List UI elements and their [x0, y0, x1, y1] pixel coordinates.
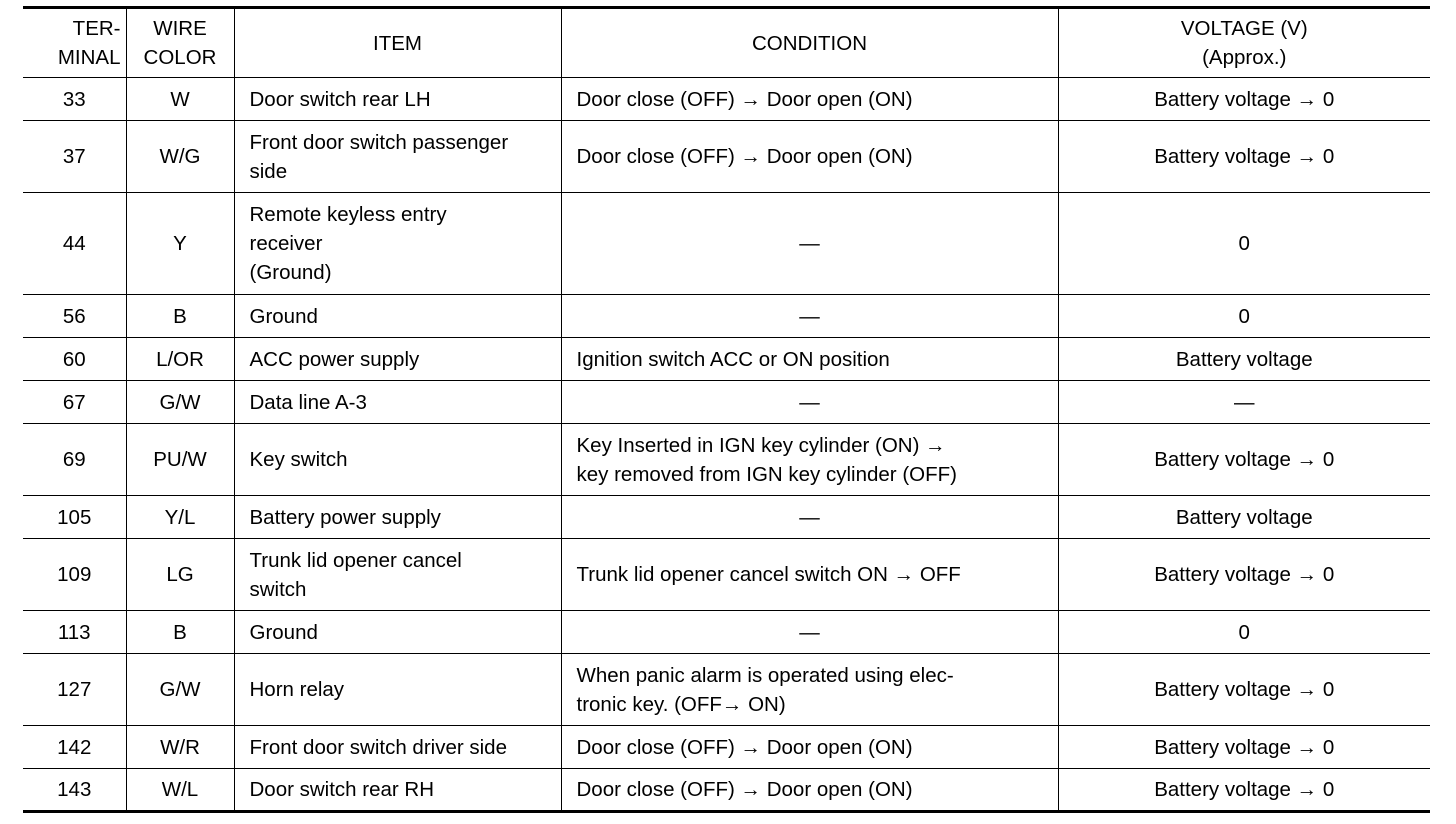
table-row: [23, 381, 1430, 424]
voltage-cell: Battery voltage: [1058, 496, 1430, 539]
item-cell: Door switch rear LH: [234, 78, 561, 121]
condition-cell: —: [561, 295, 1058, 338]
terminal-cell: 109: [23, 539, 126, 611]
terminal-cell: 56: [23, 295, 126, 338]
table-row: [23, 611, 1430, 654]
terminal-cell: 105: [23, 496, 126, 539]
condition-cell: —: [561, 496, 1058, 539]
table-row: [23, 338, 1430, 381]
item-cell: Data line A-3: [234, 381, 561, 424]
header-condition: CONDITION: [561, 8, 1058, 78]
terminal-cell: 44: [23, 193, 126, 295]
terminal-table-sheet: [23, 6, 1430, 813]
terminal-cell: 143: [23, 769, 126, 812]
item-cell: Door switch rear RH: [234, 769, 561, 812]
voltage-cell: —: [1058, 381, 1430, 424]
item-cell: Ground: [234, 295, 561, 338]
voltage-cell: Battery voltage → 0: [1058, 769, 1430, 812]
voltage-cell: Battery voltage → 0: [1058, 78, 1430, 121]
terminal-cell: 33: [23, 78, 126, 121]
item-cell: Ground: [234, 611, 561, 654]
condition-cell: —: [561, 611, 1058, 654]
wire-color-cell: W: [126, 78, 234, 121]
voltage-cell: 0: [1058, 611, 1430, 654]
wire-color-cell: G/W: [126, 381, 234, 424]
condition-cell: Key Inserted in IGN key cylinder (ON) → key removed from IGN key cylinder (OFF): [561, 424, 1058, 496]
table-row: [23, 726, 1430, 769]
header-voltage: VOLTAGE (V) (Approx.): [1058, 8, 1430, 78]
table-row: [23, 193, 1430, 295]
table-row: [23, 539, 1430, 611]
condition-cell: —: [561, 381, 1058, 424]
item-cell: Battery power supply: [234, 496, 561, 539]
table-row: [23, 769, 1430, 812]
condition-cell: Door close (OFF) → Door open (ON): [561, 121, 1058, 193]
table-row: [23, 654, 1430, 726]
wire-color-cell: L/OR: [126, 338, 234, 381]
item-cell: Front door switch driver side: [234, 726, 561, 769]
wire-color-cell: LG: [126, 539, 234, 611]
header-wire-color: WIRE COLOR: [126, 8, 234, 78]
item-cell: ACC power supply: [234, 338, 561, 381]
table-row: [23, 78, 1430, 121]
table-header-row: [23, 8, 1430, 78]
condition-cell: Door close (OFF) → Door open (ON): [561, 78, 1058, 121]
item-cell: Trunk lid opener cancel switch: [234, 539, 561, 611]
terminal-cell: 67: [23, 381, 126, 424]
item-cell: Remote keyless entry receiver (Ground): [234, 193, 561, 295]
condition-cell: Door close (OFF) → Door open (ON): [561, 769, 1058, 812]
table-row: [23, 496, 1430, 539]
voltage-cell: Battery voltage → 0: [1058, 424, 1430, 496]
wire-color-cell: B: [126, 295, 234, 338]
wire-color-cell: W/G: [126, 121, 234, 193]
wire-color-cell: Y/L: [126, 496, 234, 539]
voltage-cell: Battery voltage → 0: [1058, 121, 1430, 193]
table-row: [23, 121, 1430, 193]
header-item: ITEM: [234, 8, 561, 78]
condition-cell: —: [561, 193, 1058, 295]
wire-color-cell: W/L: [126, 769, 234, 812]
wire-color-cell: W/R: [126, 726, 234, 769]
condition-cell: Trunk lid opener cancel switch ON → OFF: [561, 539, 1058, 611]
wire-color-cell: B: [126, 611, 234, 654]
table-row: [23, 295, 1430, 338]
condition-cell: When panic alarm is operated using elec- tronic key. (OFF→ ON): [561, 654, 1058, 726]
condition-cell: Ignition switch ACC or ON position: [561, 338, 1058, 381]
voltage-cell: 0: [1058, 193, 1430, 295]
terminal-cell: 113: [23, 611, 126, 654]
voltage-cell: Battery voltage → 0: [1058, 654, 1430, 726]
voltage-cell: 0: [1058, 295, 1430, 338]
header-terminal: TER- MINAL: [23, 8, 126, 78]
condition-cell: Door close (OFF) → Door open (ON): [561, 726, 1058, 769]
wire-color-cell: Y: [126, 193, 234, 295]
voltage-cell: Battery voltage → 0: [1058, 726, 1430, 769]
item-cell: Front door switch passenger side: [234, 121, 561, 193]
terminal-cell: 37: [23, 121, 126, 193]
wire-color-cell: PU/W: [126, 424, 234, 496]
terminal-cell: 69: [23, 424, 126, 496]
table-row: [23, 424, 1430, 496]
wire-color-cell: G/W: [126, 654, 234, 726]
item-cell: Key switch: [234, 424, 561, 496]
terminal-cell: 60: [23, 338, 126, 381]
voltage-cell: Battery voltage → 0: [1058, 539, 1430, 611]
item-cell: Horn relay: [234, 654, 561, 726]
terminal-cell: 127: [23, 654, 126, 726]
voltage-cell: Battery voltage: [1058, 338, 1430, 381]
terminal-voltage-table: [23, 6, 1430, 813]
terminal-cell: 142: [23, 726, 126, 769]
